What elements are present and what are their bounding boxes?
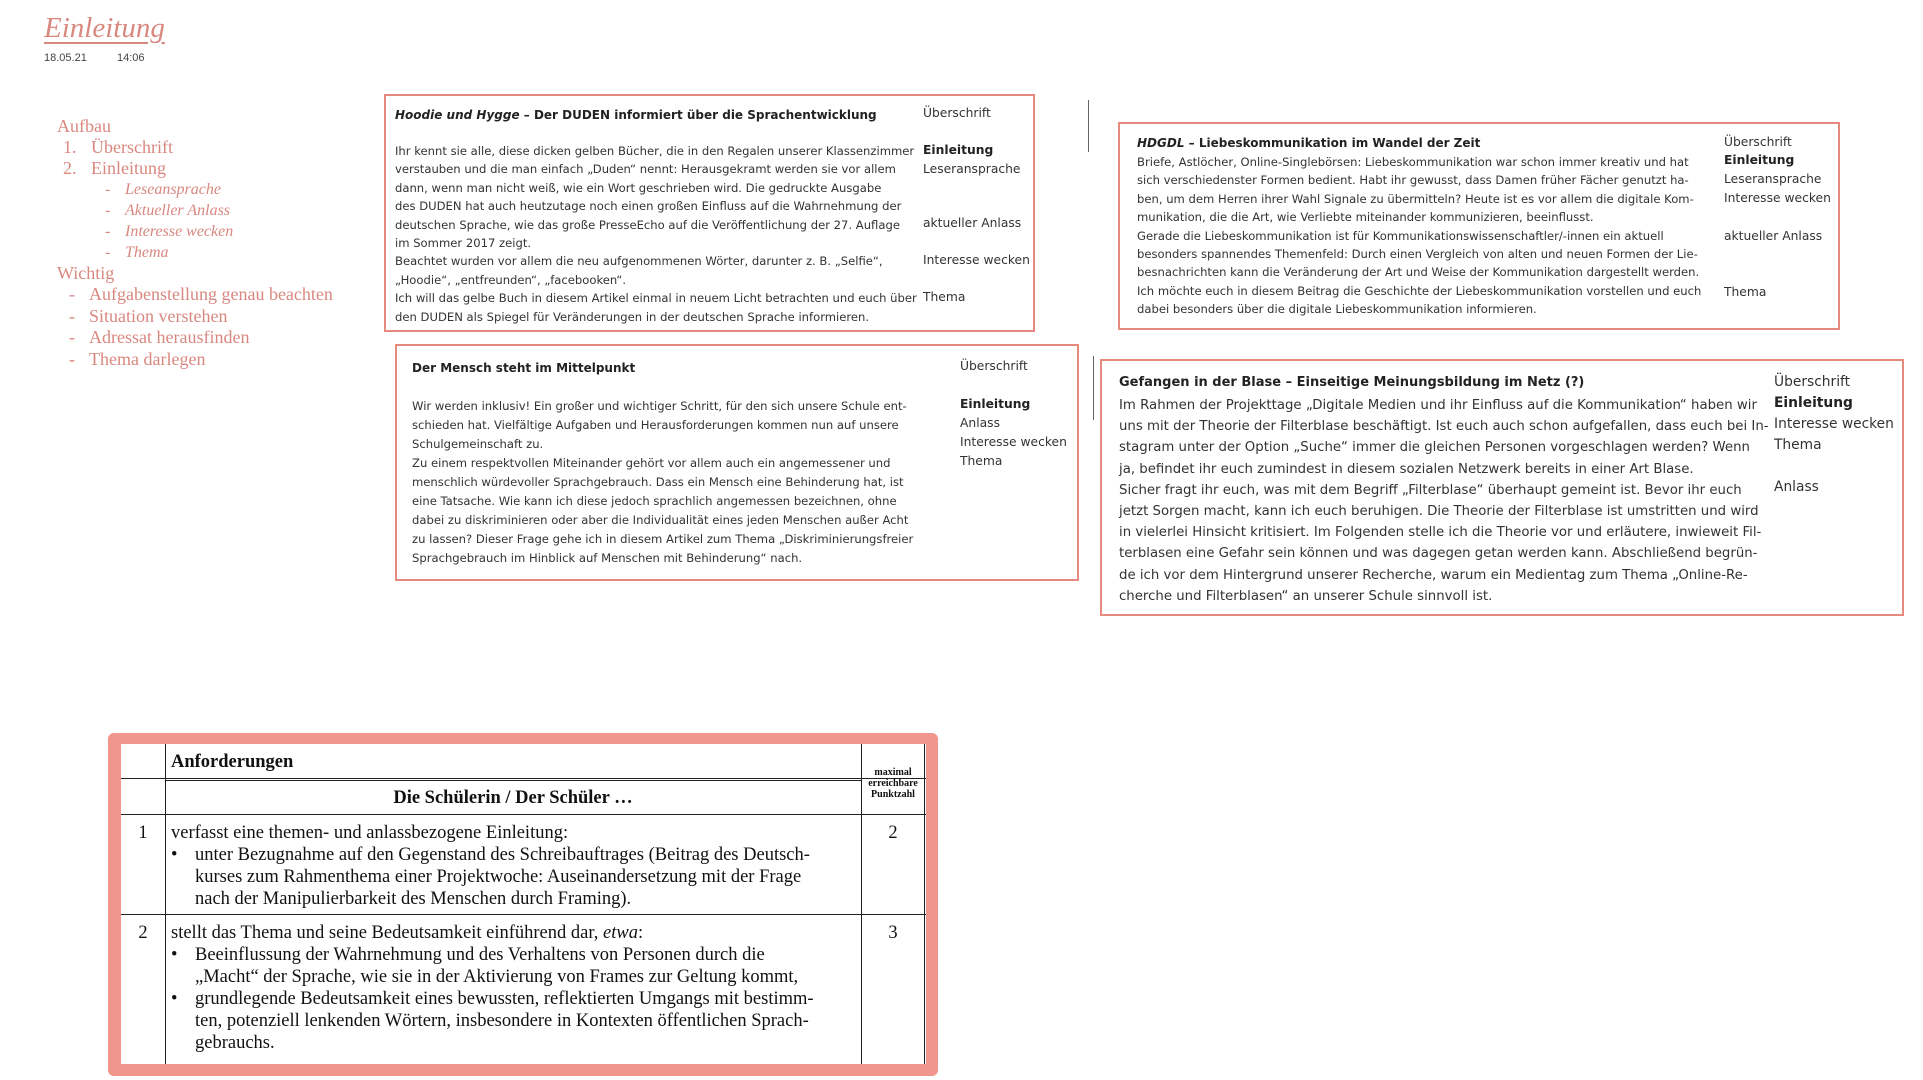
text-line: Ich möchte euch in diesem Beitrag die Geschichte der Liebeskommunikation vorstellen und euch bbox=[1137, 283, 1702, 298]
text-line: „Hoodie“, „entfreunden“, „facebooken“. bbox=[395, 272, 627, 287]
step-number: 2. bbox=[63, 158, 77, 178]
outline-subitem: - Thema bbox=[105, 244, 169, 261]
points-header-line: maximal bbox=[874, 767, 912, 778]
label-leseransprache: Leseransprache bbox=[923, 162, 1021, 176]
wichtig-label: Aufgabenstellung genau beachten bbox=[89, 284, 333, 304]
title-italic: Hoodie und Hygge bbox=[395, 108, 520, 122]
label-ueberschrift: Überschrift bbox=[1724, 135, 1792, 149]
text-line: eine Tatsache. Wie kann ich diese jedoch sprachlich angemessen bezeichnen, ohne bbox=[412, 494, 897, 508]
bullet-line: • unter Bezugnahme auf den Gegenstand des Schreibauftrages (Beitrag des Deutsch- bbox=[195, 845, 810, 865]
example-title bbox=[1137, 136, 1480, 150]
text-line: verstauben und die man einfach „Duden“ nennt: Herausgekramt werden sie vor allem bbox=[395, 162, 896, 177]
label-interesse: Interesse wecken bbox=[1724, 191, 1831, 205]
bullet-line: kurses zum Rahmenthema einer Projektwoche: Auseinandersetzung mit der Frage bbox=[195, 867, 802, 887]
text-line: de ich vor dem Hintergrund unserer Recherche, warum ein Medientag zum Thema „Online-Re- bbox=[1119, 567, 1748, 583]
table-rule bbox=[121, 814, 926, 815]
text-line: Beachtet wurden vor allem die neu aufgenommenen Wörter, darunter z. B. „Selfie“, bbox=[395, 254, 883, 269]
note-date: 18.05.21 bbox=[44, 52, 87, 64]
label-anlass: Anlass bbox=[960, 416, 1000, 430]
step-label: Überschrift bbox=[91, 137, 173, 157]
wichtig-item: - Situation verstehen bbox=[69, 305, 228, 326]
text-line: jetzt Sorgen macht, kann ich euch beruhigen. Die Theorie der Filterblase ist umstritten und wird bbox=[1119, 504, 1759, 520]
text-line: terblasen eine Gefahr sein können und was dagegen getan werden kann. Abschließend begrün- bbox=[1119, 546, 1758, 562]
row-text bbox=[171, 922, 643, 944]
wichtig-heading: Wichtig bbox=[57, 263, 115, 283]
label-anlass: Anlass bbox=[1774, 479, 1819, 495]
row-bullet bbox=[195, 844, 810, 910]
wichtig-item: - Adressat herausfinden bbox=[69, 327, 250, 347]
example-text bbox=[1137, 153, 1701, 319]
label-einleitung: Einleitung bbox=[923, 143, 994, 157]
step-label: Einleitung bbox=[91, 158, 166, 178]
bullet-line: „Macht“ der Sprache, wie sie in der Aktivierung von Frames zur Geltung kommt, bbox=[195, 967, 799, 987]
bullet-line: nach der Manipulierbarkeit des Menschen durch Framing). bbox=[195, 889, 632, 909]
row-bullet bbox=[195, 944, 798, 988]
points-header bbox=[862, 767, 924, 800]
outline-subitem: - Leseansprache bbox=[105, 181, 221, 198]
page-title: Einleitung bbox=[44, 12, 165, 44]
structure-outline bbox=[57, 116, 333, 370]
label-thema: Thema bbox=[1724, 285, 1767, 299]
example-title: Gefangen in der Blase – Einseitige Meinungsbildung im Netz (?) bbox=[1119, 375, 1585, 390]
subitem-label: Thema bbox=[125, 244, 169, 261]
text-line: in vielerlei Hinsicht kritisiert. Im Folgenden stelle ich die Theorie vor und erläutere, inwieweit Fil- bbox=[1119, 525, 1762, 541]
table-rule bbox=[924, 744, 925, 1064]
text-line: dabei besonders über die digitale Liebeskommunikation informieren. bbox=[1137, 302, 1537, 317]
subitem-label: Aktueller Anlass bbox=[125, 202, 231, 219]
label-interesse: Interesse wecken bbox=[1774, 416, 1894, 432]
example-hoodie bbox=[384, 94, 1035, 332]
wichtig-item: - Aufgabenstellung genau beachten bbox=[69, 284, 333, 304]
points-header-line: erreichbare bbox=[868, 778, 918, 789]
row-points: 2 bbox=[888, 823, 898, 843]
row-number: 2 bbox=[138, 923, 148, 943]
wichtig-item: - Thema darlegen bbox=[69, 348, 206, 369]
text-line: dabei zu diskriminieren oder aber die Individualität eines jeden Menschen außer Acht bbox=[412, 513, 909, 527]
bullet-line: • Beeinflussung der Wahrnehmung und des Verhaltens von Personen durch die bbox=[195, 945, 765, 965]
text-line: zu lassen? Dieser Frage gehe ich in diesem Artikel zum Thema „Diskriminierungsfreier bbox=[412, 532, 914, 546]
requirements-table-frame bbox=[108, 733, 938, 1076]
example-hdgdl bbox=[1118, 122, 1840, 330]
text-line: des DUDEN hat auch heutzutage noch einen großen Einfluss auf die Wahrnehmung der bbox=[395, 199, 902, 214]
text-line: Schulgemeinschaft zu. bbox=[412, 437, 544, 451]
wichtig-label: Adressat herausfinden bbox=[89, 327, 250, 347]
divider-line bbox=[1088, 100, 1089, 152]
text-line: deutschen Sprache, wie das große PresseEcho auf die Veröffentlichung der 27. Auflage bbox=[395, 217, 900, 232]
text-line: Ihr kennt sie alle, diese dicken gelben Bücher, die in den Regalen unserer Klassenzimmer bbox=[395, 144, 915, 158]
bullet-line: • grundlegende Bedeutsamkeit eines bewussten, reflektierten Umgangs mit bestimm- bbox=[195, 989, 814, 1009]
label-leseransprache: Leseransprache bbox=[1724, 172, 1822, 186]
table-subheader: Die Schülerin / Der Schüler … bbox=[393, 788, 633, 808]
label-interesse: Interesse wecken bbox=[923, 253, 1030, 267]
text-line: Sprachgebrauch im Hinblick auf Menschen mit Behinderung“ nach. bbox=[412, 551, 803, 565]
row-number: 1 bbox=[138, 823, 148, 843]
row-text-prefix: stellt das Thema und seine Bedeutsamkeit einführend dar, bbox=[171, 923, 604, 943]
text-line: schieden hat. Vielfältige Aufgaben und Herausforderungen kommen nun auf unsere bbox=[412, 418, 899, 432]
text-line: ja, befindet ihr euch zumindest in diesem sozialen Netzwerk bereits in einer Art Blase. bbox=[1119, 461, 1694, 477]
text-line: dann, wenn man nicht weiß, wie ein Wort geschrieben wird. Die gedruckte Ausgabe bbox=[395, 180, 882, 195]
label-ueberschrift: Überschrift bbox=[923, 106, 991, 120]
text-line: munikation, die die Art, wie Verliebte miteinander kommunizieren, beeinflusst. bbox=[1137, 210, 1594, 225]
text-line: stagram unter der Option „Suche“ immer die gleichen Personen vorgeschlagen werden? Wenn bbox=[1119, 440, 1750, 456]
row-text-italic: etwa bbox=[603, 923, 638, 943]
label-ueberschrift: Überschrift bbox=[1774, 374, 1851, 390]
wichtig-label: Situation verstehen bbox=[89, 305, 228, 326]
text-line: Sicher fragt ihr euch, was mit dem Begriff „Filterblase“ überhaupt gemeint ist. Bevor ihr euch bbox=[1119, 482, 1742, 498]
step-number: 1. bbox=[63, 137, 77, 157]
table-rule bbox=[121, 914, 926, 915]
points-header-line: Punktzahl bbox=[871, 789, 915, 800]
text-line: menschlich würdevoller Sprachgebrauch. Dass ein Mensch eine Behinderung hat, ist bbox=[412, 475, 904, 489]
text-line: cherche und Filterblasen“ an unserer Schule sinnvoll ist. bbox=[1119, 588, 1493, 604]
text-line: Briefe, Astlöcher, Online-Singlebörsen: Liebeskommunikation war schon immer kreativ und hat bbox=[1137, 155, 1689, 169]
table-header: Anforderungen bbox=[171, 752, 294, 772]
example-title: Der Mensch steht im Mittelpunkt bbox=[412, 361, 636, 375]
example-mensch bbox=[395, 344, 1079, 581]
text-line: Ich will das gelbe Buch in diesem Artikel einmal in neuem Licht betrachten und euch über bbox=[395, 291, 917, 306]
requirements-table bbox=[121, 744, 926, 1064]
example-text bbox=[395, 142, 917, 326]
text-line: Zu einem respektvollen Miteinander gehört vor allem auch ein angemessener und bbox=[412, 456, 891, 470]
outline-subitem: - Interesse wecken bbox=[105, 223, 234, 240]
text-line: besnachrichten kann die Veränderung der Art und Weise der Kommunikation dargestellt werden. bbox=[1137, 265, 1700, 280]
table-rule bbox=[165, 780, 861, 781]
row-text-suffix: : bbox=[637, 923, 644, 943]
text-line: Wir werden inklusiv! Ein großer und wichtiger Schritt, für den sich unsere Schule ent- bbox=[412, 399, 907, 413]
label-anlass: aktueller Anlass bbox=[1724, 229, 1823, 243]
text-line: Im Rahmen der Projekttage „Digitale Medien und ihr Einfluss auf die Kommunikation“ haben wir bbox=[1119, 398, 1757, 413]
text-line: ben, um dem Herren ihrer Wahl Signale zu übermitteln? Heute ist es vor allem die digitale Kom- bbox=[1137, 191, 1694, 206]
divider-line bbox=[1093, 356, 1094, 420]
example-title bbox=[395, 108, 877, 122]
subitem-label: Leseansprache bbox=[125, 181, 221, 198]
bullet-line: ten, potenziell lenkenden Wörtern, insbesondere in Kontexten öffentlichen Sprach- bbox=[195, 1011, 809, 1031]
text-line: im Sommer 2017 zeigt. bbox=[395, 236, 532, 251]
label-thema: Thema bbox=[960, 454, 1003, 468]
title-italic: HDGDL bbox=[1137, 136, 1185, 150]
text-line: sich verschiedenster Formen bedient. Habt ihr gewusst, dass Damen früher Fächer genutzt ha- bbox=[1137, 173, 1689, 188]
text-line: Gerade die Liebeskommunikation ist für Kommunikationswissenschaftler/-innen ein aktuell bbox=[1137, 228, 1664, 243]
subitem-label: Interesse wecken bbox=[125, 223, 234, 240]
outline-subitem: - Aktueller Anlass bbox=[105, 202, 231, 219]
example-blase bbox=[1100, 359, 1904, 616]
row-points: 3 bbox=[888, 923, 898, 943]
wichtig-label: Thema darlegen bbox=[89, 348, 206, 369]
row-text: verfasst eine themen- und anlassbezogene Einleitung: bbox=[171, 823, 569, 843]
label-thema: Thema bbox=[1774, 437, 1822, 453]
label-anlass: aktueller Anlass bbox=[923, 216, 1022, 230]
bullet-line: gebrauchs. bbox=[195, 1033, 275, 1053]
text-line: den DUDEN als Spiegel für Veränderungen in der deutschen Sprache informieren. bbox=[395, 309, 870, 324]
title-rest: – Liebeskommunikation im Wandel der Zeit bbox=[1184, 136, 1481, 150]
outline-step bbox=[57, 137, 333, 158]
outline-step bbox=[57, 158, 333, 179]
label-interesse: Interesse wecken bbox=[960, 435, 1067, 449]
title-rest: – Der DUDEN informiert über die Sprachentwicklung bbox=[519, 108, 877, 122]
label-einleitung: Einleitung bbox=[1724, 153, 1795, 167]
row-bullet bbox=[195, 988, 814, 1054]
text-line: uns mit der Theorie der Filterblase beschäftigt. Ist euch auch schon aufgefallen, dass euch bei In- bbox=[1119, 419, 1769, 435]
label-ueberschrift: Überschrift bbox=[960, 359, 1028, 373]
example-text bbox=[1119, 395, 1769, 607]
table-rule bbox=[121, 778, 926, 779]
label-einleitung: Einleitung bbox=[1774, 395, 1853, 411]
note-time: 14:06 bbox=[117, 52, 145, 64]
label-thema: Thema bbox=[923, 290, 966, 304]
aufbau-heading: Aufbau bbox=[57, 116, 111, 136]
text-line: besonders spannendes Themenfeld: Durch einen Vergleich von alten und neuen Formen der Lie- bbox=[1137, 247, 1698, 262]
label-einleitung: Einleitung bbox=[960, 397, 1031, 411]
example-text bbox=[412, 397, 913, 568]
